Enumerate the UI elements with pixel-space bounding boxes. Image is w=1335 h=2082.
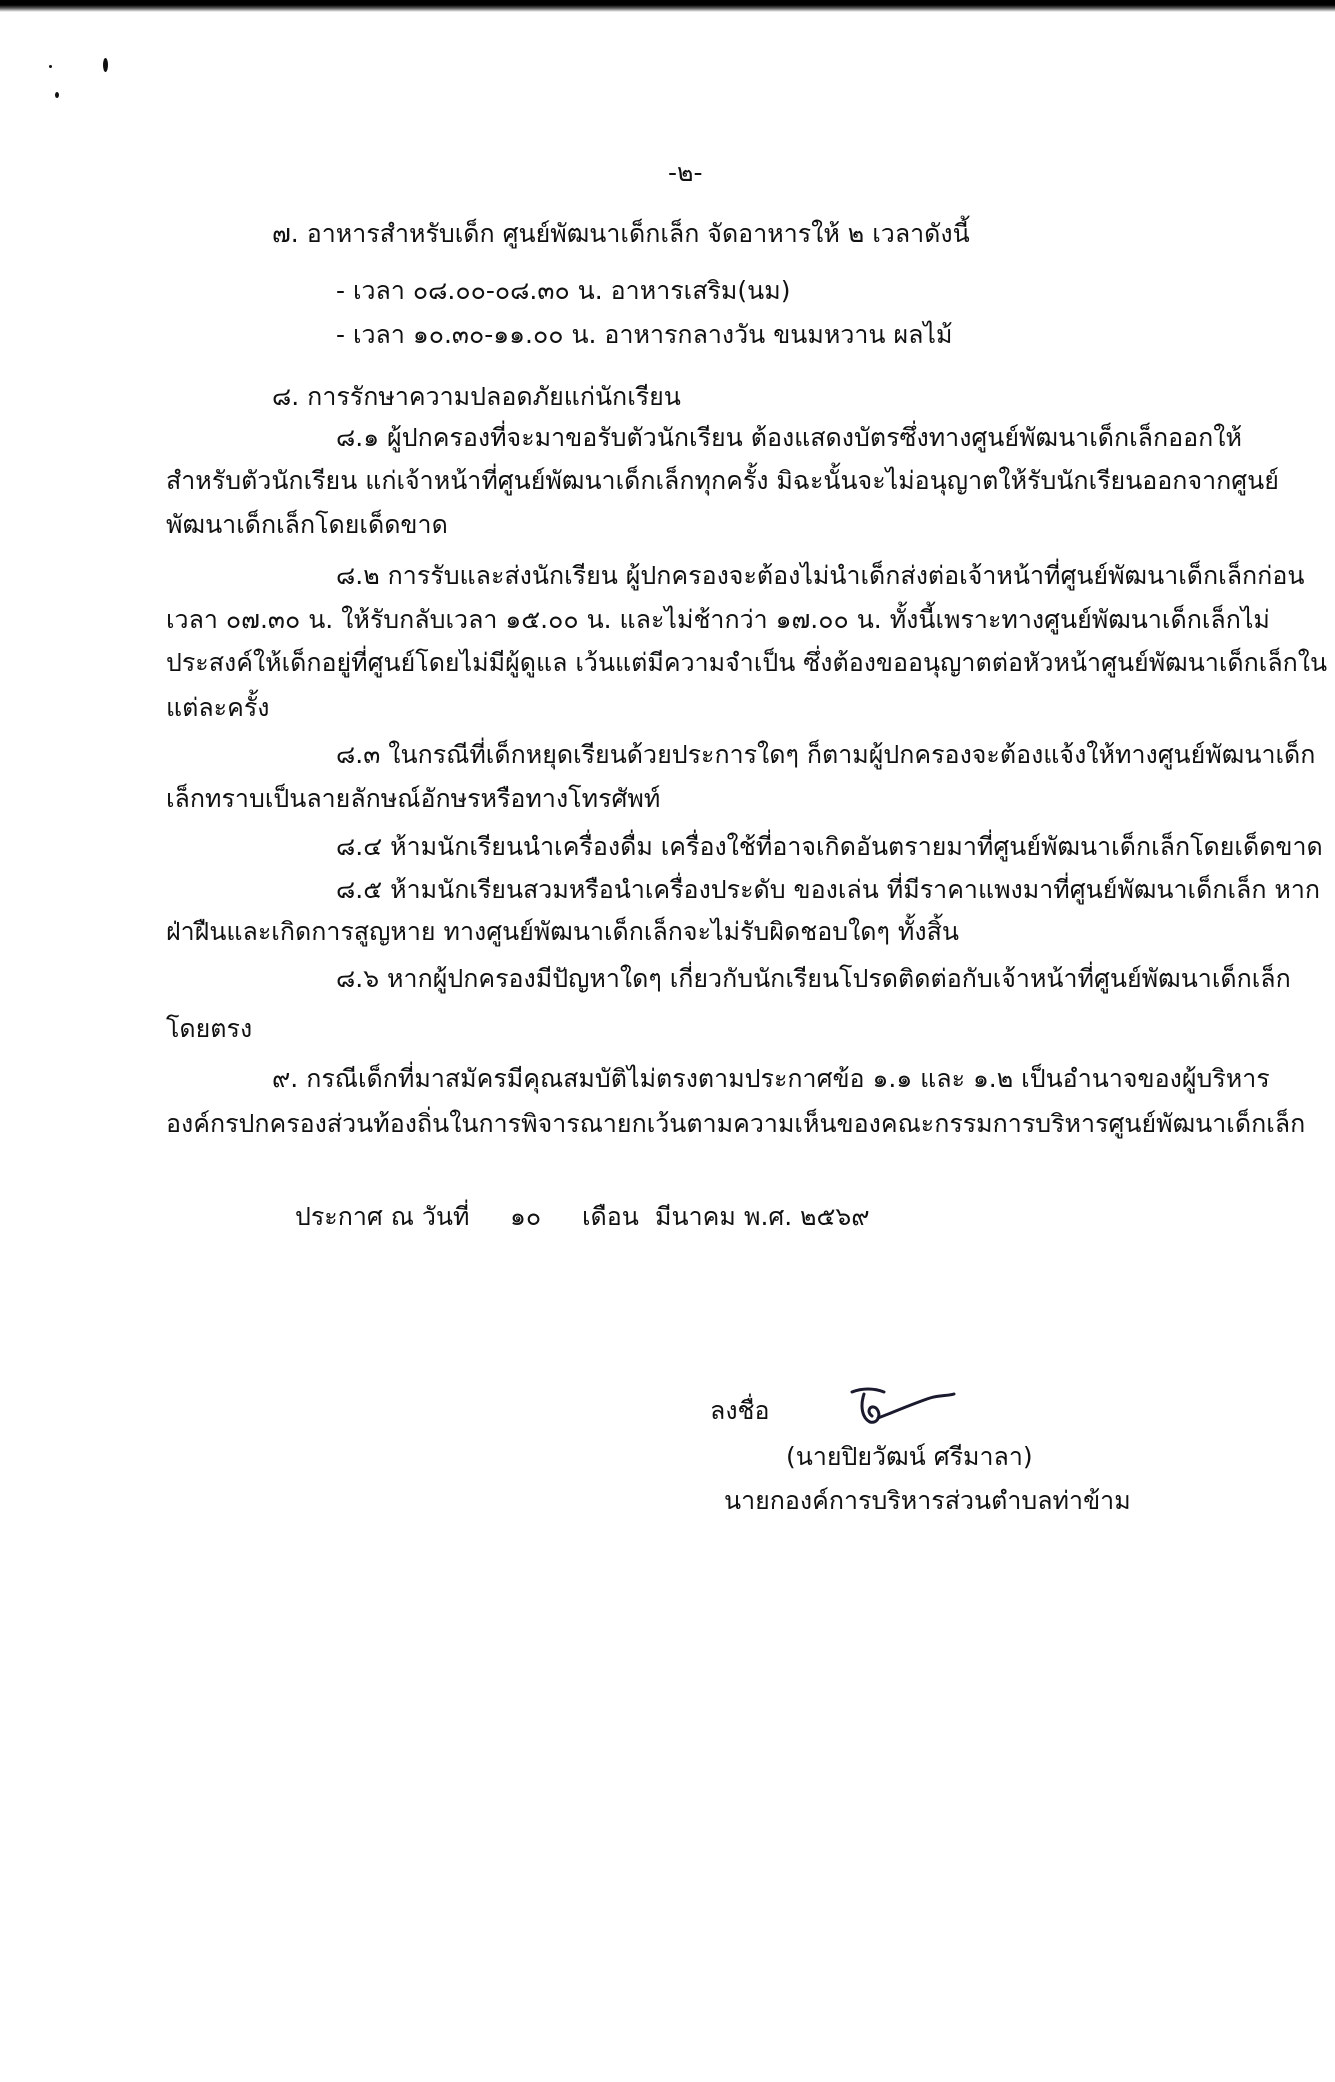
section-7-heading: ๗. อาหารสำหรับเด็ก ศูนย์พัฒนาเด็กเล็ก จัดอาหารให้ ๒ เวลาดังนี้ xyxy=(272,219,970,248)
announce-month-label: เดือน xyxy=(582,1202,639,1231)
clause-8-2-line: ประสงค์ให้เด็กอยู่ที่ศูนย์โดยไม่มีผู้ดูแล เว้นแต่มีความจำเป็น ซึ่งต้องขออนุญาตต่อหัวหน้าศูนย์พัฒนาเด็กเล็กใน xyxy=(166,648,1328,677)
scan-speck xyxy=(49,65,52,68)
announce-month: มีนาคม xyxy=(655,1202,736,1231)
signatory-name: (นายปิยวัฒน์ ศรีมาลา) xyxy=(786,1442,1033,1471)
clause-8-4-line: ๘.๔ ห้ามนักเรียนนำเครื่องดื่ม เครื่องใช้ที่อาจเกิดอันตรายมาที่ศูนย์พัฒนาเด็กเล็กโดยเด็ดขาด xyxy=(336,832,1323,861)
signature-label: ลงชื่อ xyxy=(710,1396,770,1425)
signature-scribble xyxy=(848,1382,958,1428)
clause-8-3-line: เล็กทราบเป็นลายลักษณ์อักษรหรือทางโทรศัพท์ xyxy=(166,784,661,813)
scan-speck xyxy=(103,58,108,72)
clause-8-2-line: เวลา ๐๗.๓๐ น. ให้รับกลับเวลา ๑๕.๐๐ น. และไม่ช้ากว่า ๑๗.๐๐ น. ทั้งนี้เพราะทางศูนย์พัฒนาเด็กเล็กไม่ xyxy=(166,605,1270,634)
section-9-line: องค์กรปกครองส่วนท้องถิ่นในการพิจารณายกเว้นตามความเห็นของคณะกรรมการบริหารศูนย์พัฒนาเด็กเล็ก xyxy=(166,1109,1306,1138)
clause-8-2-line: ๘.๒ การรับและส่งนักเรียน ผู้ปกครองจะต้องไม่นำเด็กส่งต่อเจ้าหน้าที่ศูนย์พัฒนาเด็กเล็กก่อน xyxy=(336,561,1305,590)
clause-8-2-line: แต่ละครั้ง xyxy=(166,693,270,722)
meal-schedule-item: - เวลา ๐๘.๐๐-๐๘.๓๐ น. อาหารเสริม(นม) xyxy=(336,276,791,305)
signatory-position: นายกองค์การบริหารส่วนตำบลท่าข้าม xyxy=(724,1486,1131,1515)
meal-schedule-item: - เวลา ๑๐.๓๐-๑๑.๐๐ น. อาหารกลางวัน ขนมหวาน ผลไม้ xyxy=(336,320,953,349)
page-number: -๒- xyxy=(668,158,703,187)
announce-year: ๒๕๖๙ xyxy=(800,1202,870,1231)
clause-8-5-line: ๘.๕ ห้ามนักเรียนสวมหรือนำเครื่องประดับ ของเล่น ที่มีราคาแพงมาที่ศูนย์พัฒนาเด็กเล็ก หาก xyxy=(336,875,1321,904)
clause-8-1-line: พัฒนาเด็กเล็กโดยเด็ดขาด xyxy=(166,510,448,539)
clause-8-1-line: ๘.๑ ผู้ปกครองที่จะมาขอรับตัวนักเรียน ต้องแสดงบัตรซึ่งทางศูนย์พัฒนาเด็กเล็กออกให้ xyxy=(336,423,1242,452)
announce-label: ประกาศ ณ วันที่ xyxy=(295,1202,470,1231)
clause-8-1-line: สำหรับตัวนักเรียน แก่เจ้าหน้าที่ศูนย์พัฒนาเด็กเล็กทุกครั้ง มิฉะนั้นจะไม่อนุญาตให้รับนักเรียนออกจากศูนย์ xyxy=(166,466,1279,495)
clause-8-6-line: ๘.๖ หากผู้ปกครองมีปัญหาใดๆ เกี่ยวกับนักเรียนโปรดติดต่อกับเจ้าหน้าที่ศูนย์พัฒนาเด็กเล็ก xyxy=(336,964,1291,993)
scan-top-border xyxy=(0,0,1335,12)
clause-8-6-line: โดยตรง xyxy=(166,1014,253,1043)
clause-8-3-line: ๘.๓ ในกรณีที่เด็กหยุดเรียนด้วยประการใดๆ ก็ตามผู้ปกครองจะต้องแจ้งให้ทางศูนย์พัฒนาเด็ก xyxy=(336,740,1316,769)
announce-year-label: พ.ศ. xyxy=(744,1202,793,1231)
scan-speck xyxy=(55,92,59,98)
section-9-line: ๙. กรณีเด็กที่มาสมัครมีคุณสมบัติไม่ตรงตามประกาศข้อ ๑.๑ และ ๑.๒ เป็นอำนาจของผู้บริหาร xyxy=(272,1064,1270,1093)
clause-8-5-line: ฝ่าฝืนและเกิดการสูญหาย ทางศูนย์พัฒนาเด็กเล็กจะไม่รับผิดชอบใดๆ ทั้งสิ้น xyxy=(166,917,959,946)
announce-day: ๑๐ xyxy=(510,1202,542,1231)
section-8-heading: ๘. การรักษาความปลอดภัยแก่นักเรียน xyxy=(272,382,681,411)
